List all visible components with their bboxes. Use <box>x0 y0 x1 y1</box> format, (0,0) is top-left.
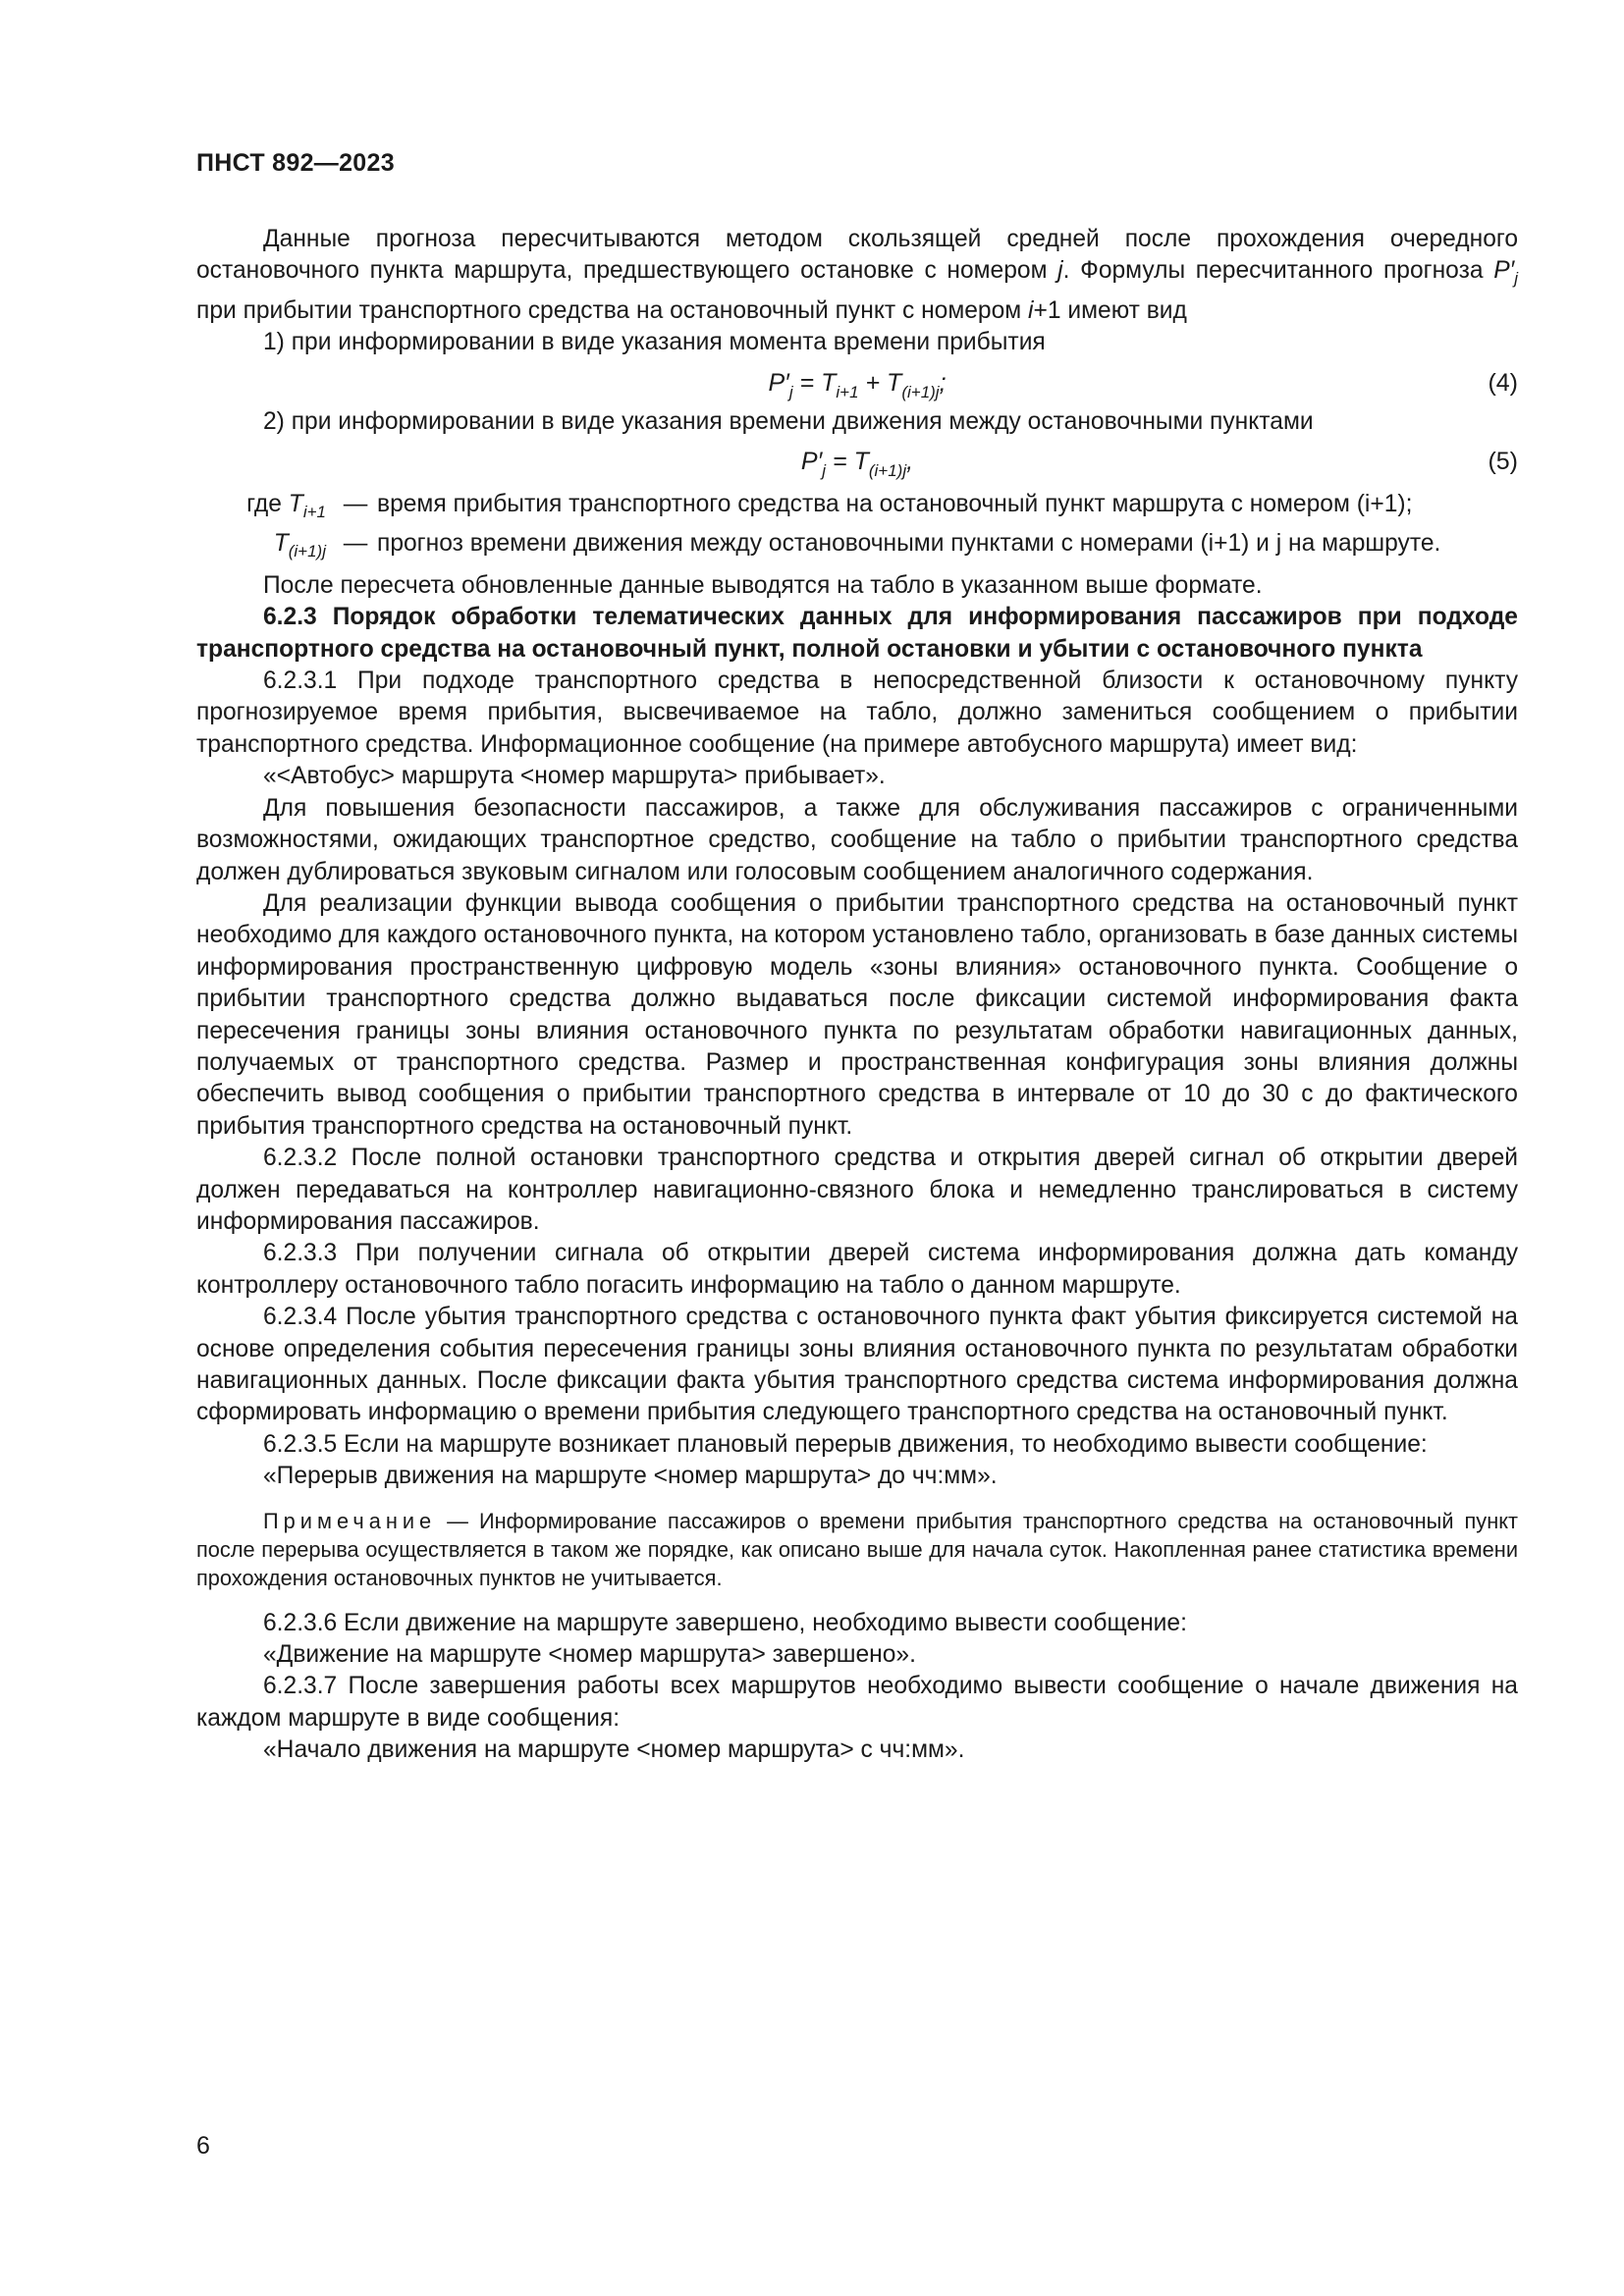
formula-5-expression: $P'_j = T_{(i+1)j}$, <box>800 448 914 481</box>
variable-definitions <box>196 489 1518 568</box>
formula-4-expression: $P'_j = T_{i+1} + T_{(i+1)j}$; <box>768 368 947 401</box>
formula-5 <box>196 438 1518 485</box>
page-number: 6 <box>196 2132 210 2160</box>
definition-t-i-plus-1: где $T_{i+1}$ — время прибытия транспортного средства на остановочный пункт маршрута с номером (i+1); <box>246 491 1413 522</box>
quote-break-message: «Перерыв движения на маршруте <номер маршрута> до чч:мм». <box>263 1463 998 1490</box>
paragraph-6-2-3-6: 6.2.3.6 Если движение на маршруте завершено, необходимо вывести сообщение: <box>263 1609 1187 1636</box>
paragraph-safety: Для повышения безопасности пассажиров, а также для обслуживания пассажиров с ограниченными возможностями, ожидающих транспортное средство, сообщение на табло о прибытии транспортного средства должен дублироваться звуковым сигналом или голосовым сообщением аналогичного содержания. <box>196 794 1518 885</box>
paragraph-6-2-3-3: 6.2.3.3 При получении сигнала об открытии дверей система информирования должна дать команду контроллеру остановочного табло погасить информацию на табло о данном маршруте. <box>196 1240 1518 1299</box>
paragraph-6-2-3-4: 6.2.3.4 После убытия транспортного средства с остановочного пункта факт убытия фиксируется системой на основе определения события пересечения границы зоны влияния остановочного пункта по результатам обработки навигационных данных. После фиксации факта убытия транспортного средства система информирования должна сформировать информацию о времени прибытия следующего транспортного средства на остановочный пункт. <box>196 1304 1518 1426</box>
formula-4-number: (4) <box>1488 368 1518 397</box>
quote-finished-message: «Движение на маршруте <номер маршрута> завершено». <box>263 1641 916 1669</box>
formula-5-number: (5) <box>1488 448 1518 476</box>
inline-formula-p: $P'_j$ <box>1493 257 1518 289</box>
formula-4 <box>196 359 1518 406</box>
definition-t-i-plus-1-j: $T_{(i+1)j}$ — прогноз времени движения между остановочными пунктами с номерами (i+1) и j на маршруте. <box>273 530 1441 561</box>
section-heading-6-2-3: 6.2.3 Порядок обработки телематических данных для информирования пассажиров при подходе транспортного средства на остановочный пункт, полной остановки и убытии с остановочного пункта <box>196 604 1518 663</box>
paragraph-6-2-3-7: 6.2.3.7 После завершения работы всех маршрутов необходимо вывести сообщение о начале движения на каждом маршруте в виде сообщения: <box>196 1673 1518 1732</box>
list-item-2: 2) при информировании в виде указания времени движения между остановочными пунктами <box>263 407 1314 435</box>
paragraph-6-2-3-2: 6.2.3.2 После полной остановки транспортного средства и открытия дверей сигнал об открытии дверей должен передаваться на контроллер навигационно-связного блока и немедленно транслироваться в систему информирования пассажиров. <box>196 1145 1518 1235</box>
paragraph-influence-zone: Для реализации функции вывода сообщения о прибытии транспортного средства на остановочный пункт необходимо для каждого остановочного пункта, на котором установлено табло, организовать в базе данных системы информирования пространственную цифровую модель «зоны влияния» остановочного пункта. Сообщение о прибытии транспортного средства должно выдаваться после фиксации системой информирования факта пересечения границы зоны влияния остановочного пункта по результатам обработки навигационных данных, получаемых от транспортного средства. Размер и пространственная конфигурация зоны влияния должны обеспечить вывод сообщения о прибытии транспортного средства в интервале от 10 до 30 с до фактического прибытия транспортного средства на остановочный пункт. <box>196 889 1518 1140</box>
page-body <box>196 224 1518 1767</box>
quote-arrival-message: «<Автобус> маршрута <номер маршрута> прибывает». <box>263 763 886 790</box>
quote-start-message: «Начало движения на маршруте <номер маршрута> с чч:мм». <box>263 1736 965 1764</box>
paragraph-6-2-3-1: 6.2.3.1 При подходе транспортного средства в непосредственной близости к остановочному пункту прогнозируемое время прибытия, высвечиваемое на табло, должно замениться сообщением о прибытии транспортного средства. Информационное сообщение (на примере автобусного маршрута) имеет вид: <box>196 667 1518 758</box>
list-item-1: 1) при информировании в виде указания момента времени прибытия <box>263 329 1046 356</box>
paragraph-forecast-recalc: Данные прогноза пересчитываются методом скользящей средней после прохождения очередного остановочного пункта маршрута, предшествующего остановке с номером j. Формулы пересчитанного прогноза $P'_j$ при прибытии транспортного средства на остановочный пункт с номером i+1 имеют вид <box>196 226 1518 324</box>
note <box>196 1507 1518 1592</box>
paragraph-6-2-3-5: 6.2.3.5 Если на маршруте возникает плановый перерыв движения, то необходимо вывести сообщение: <box>263 1430 1428 1458</box>
note-text: — Информирование пассажиров о времени прибытия транспортного средства на остановочный пункт после перерыва осуществляется в таком же порядке, как описано выше для начала суток. Накопленная ранее статистика времени прохождения остановочных пунктов не учитывается. <box>196 1508 1518 1590</box>
note-label: Примечание <box>263 1508 437 1533</box>
document-header: ПНСТ 892—2023 <box>196 149 395 177</box>
paragraph-after-recalc: После пересчета обновленные данные выводятся на табло в указанном выше формате. <box>263 571 1263 599</box>
